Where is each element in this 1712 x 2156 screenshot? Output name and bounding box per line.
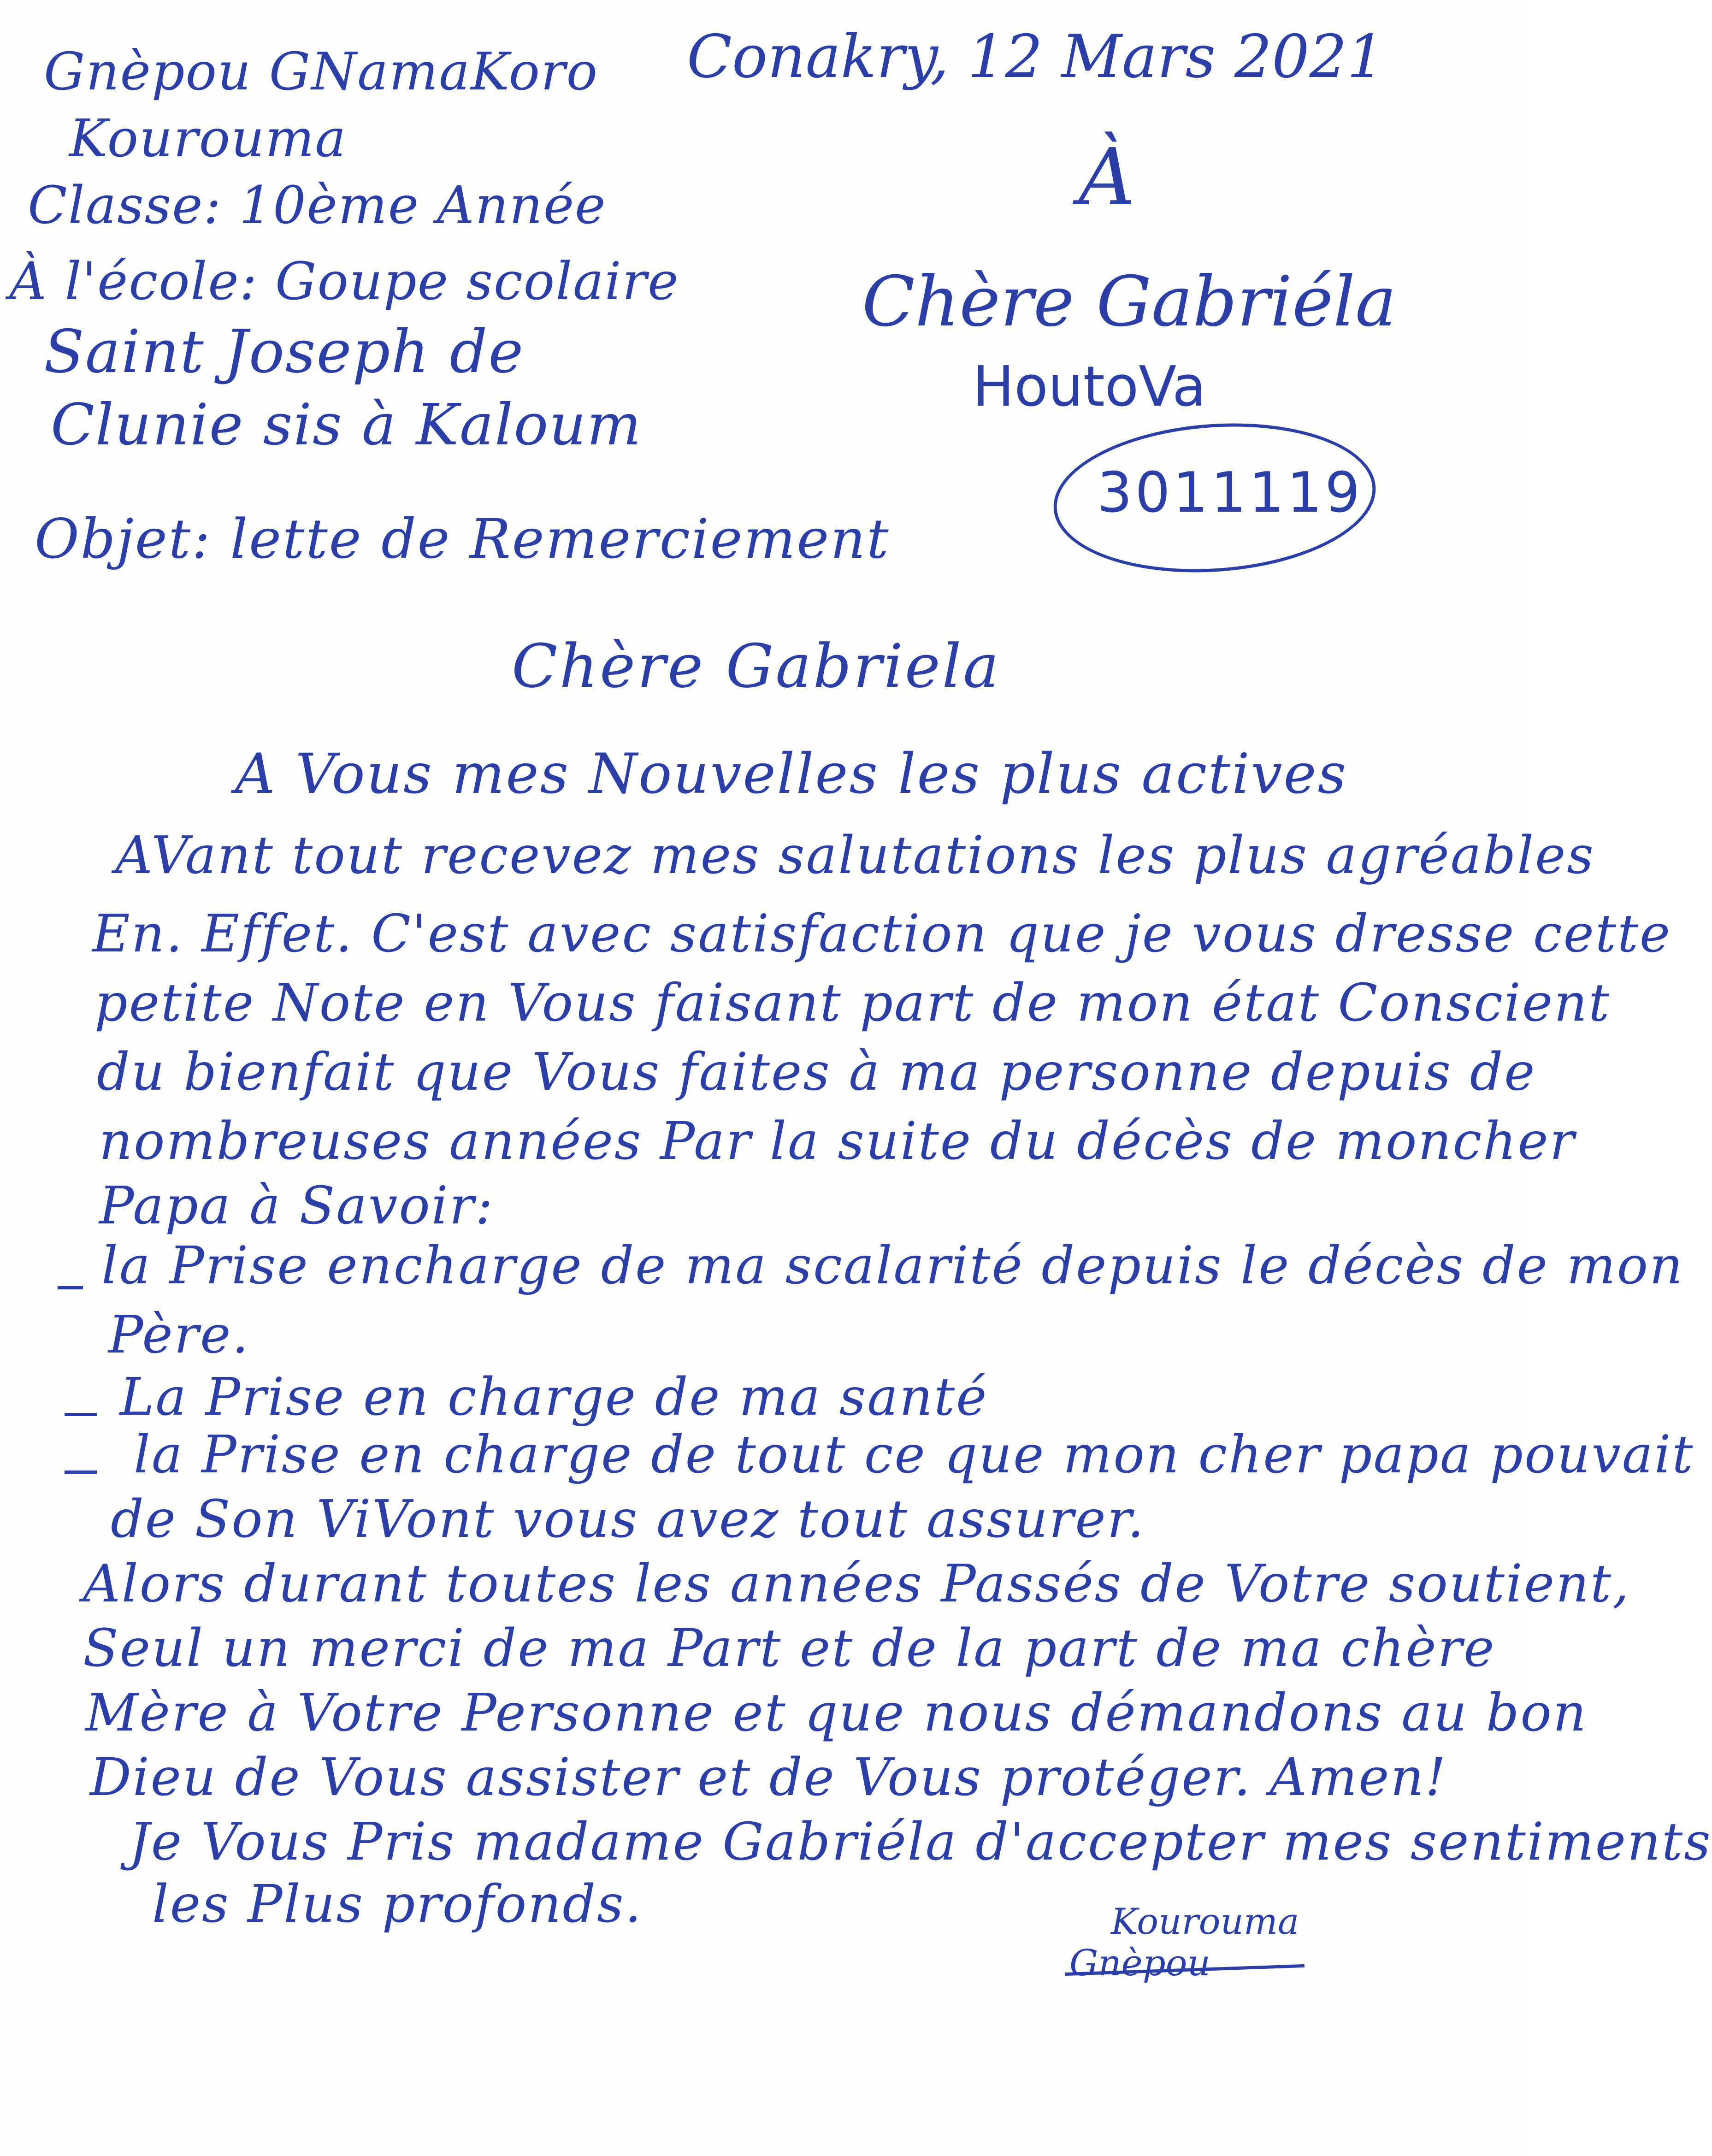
body-line: A Vous mes Nouvelles les plus actives (235, 742, 1348, 806)
reference-number: 3011119 (1097, 461, 1363, 525)
signature-bottom: Gnèpou (1069, 1943, 1210, 1984)
body-line: du bienfait que Vous faites à ma personne depuis de (97, 1042, 1536, 1102)
sender-school: À l'école: Goupe scolaire (9, 252, 679, 312)
signature (1069, 1901, 1374, 2010)
signature-top: Kourouma (1111, 1901, 1299, 1943)
bullet-dash (65, 1471, 97, 1474)
letter-date: Conakry, 12 Mars 2021 (687, 23, 1385, 91)
sender-name: Gnèpou GNamaKoro (44, 42, 599, 102)
body-line: Dieu de Vous assister et de Vous protéger. Amen! (90, 1748, 1447, 1807)
body-line: En. Effet. C'est avec satisfaction que je vous dresse cette (92, 904, 1672, 964)
body-line: Seul un merci de ma Part et de la part de ma chère (83, 1618, 1496, 1678)
body-line: AVant tout recevez mes salutations les plus agréables (115, 826, 1595, 886)
body-line: les Plus profonds. (152, 1874, 643, 1934)
body-line: Je Vous Pris madame Gabriéla d'accepter mes sentiments (129, 1812, 1712, 1872)
body-line: de Son ViVont vous avez tout assurer. (111, 1489, 1145, 1549)
bullet-dash (58, 1286, 83, 1289)
recipient-to: À (1079, 132, 1135, 223)
bullet-dash (65, 1413, 97, 1416)
body-line: petite Note en Vous faisant part de mon état Conscient (94, 973, 1611, 1033)
body-line: Alors durant toutes les années Passés de Votre soutient, (83, 1554, 1630, 1614)
body-line: Père. (108, 1305, 250, 1365)
sender-class: Classe: 10ème Année (28, 176, 607, 236)
recipient-surname: HoutoVa (973, 355, 1206, 419)
recipient-name: Chère Gabriéla (862, 262, 1397, 342)
body-line: nombreuses années Par la suite du décès de moncher (99, 1111, 1576, 1171)
letter-object: Objet: lette de Remerciement (35, 507, 890, 571)
sender-school-location: Clunie sis à Kaloum (51, 392, 642, 458)
sender-school-name: Saint Joseph de (44, 318, 525, 386)
body-line: La Prise en charge de ma santé (120, 1367, 988, 1427)
salutation: Chère Gabriela (512, 631, 1001, 701)
body-line: Mère à Votre Personne et que nous démandons au bon (85, 1683, 1588, 1743)
body-line: la Prise en charge de tout ce que mon cher papa pouvait (134, 1425, 1694, 1485)
sender-surname: Kourouma (69, 109, 347, 169)
body-line: la Prise encharge de ma scalarité depuis le décès de mon (101, 1236, 1684, 1296)
body-line: Papa à Savoir: (99, 1176, 494, 1236)
